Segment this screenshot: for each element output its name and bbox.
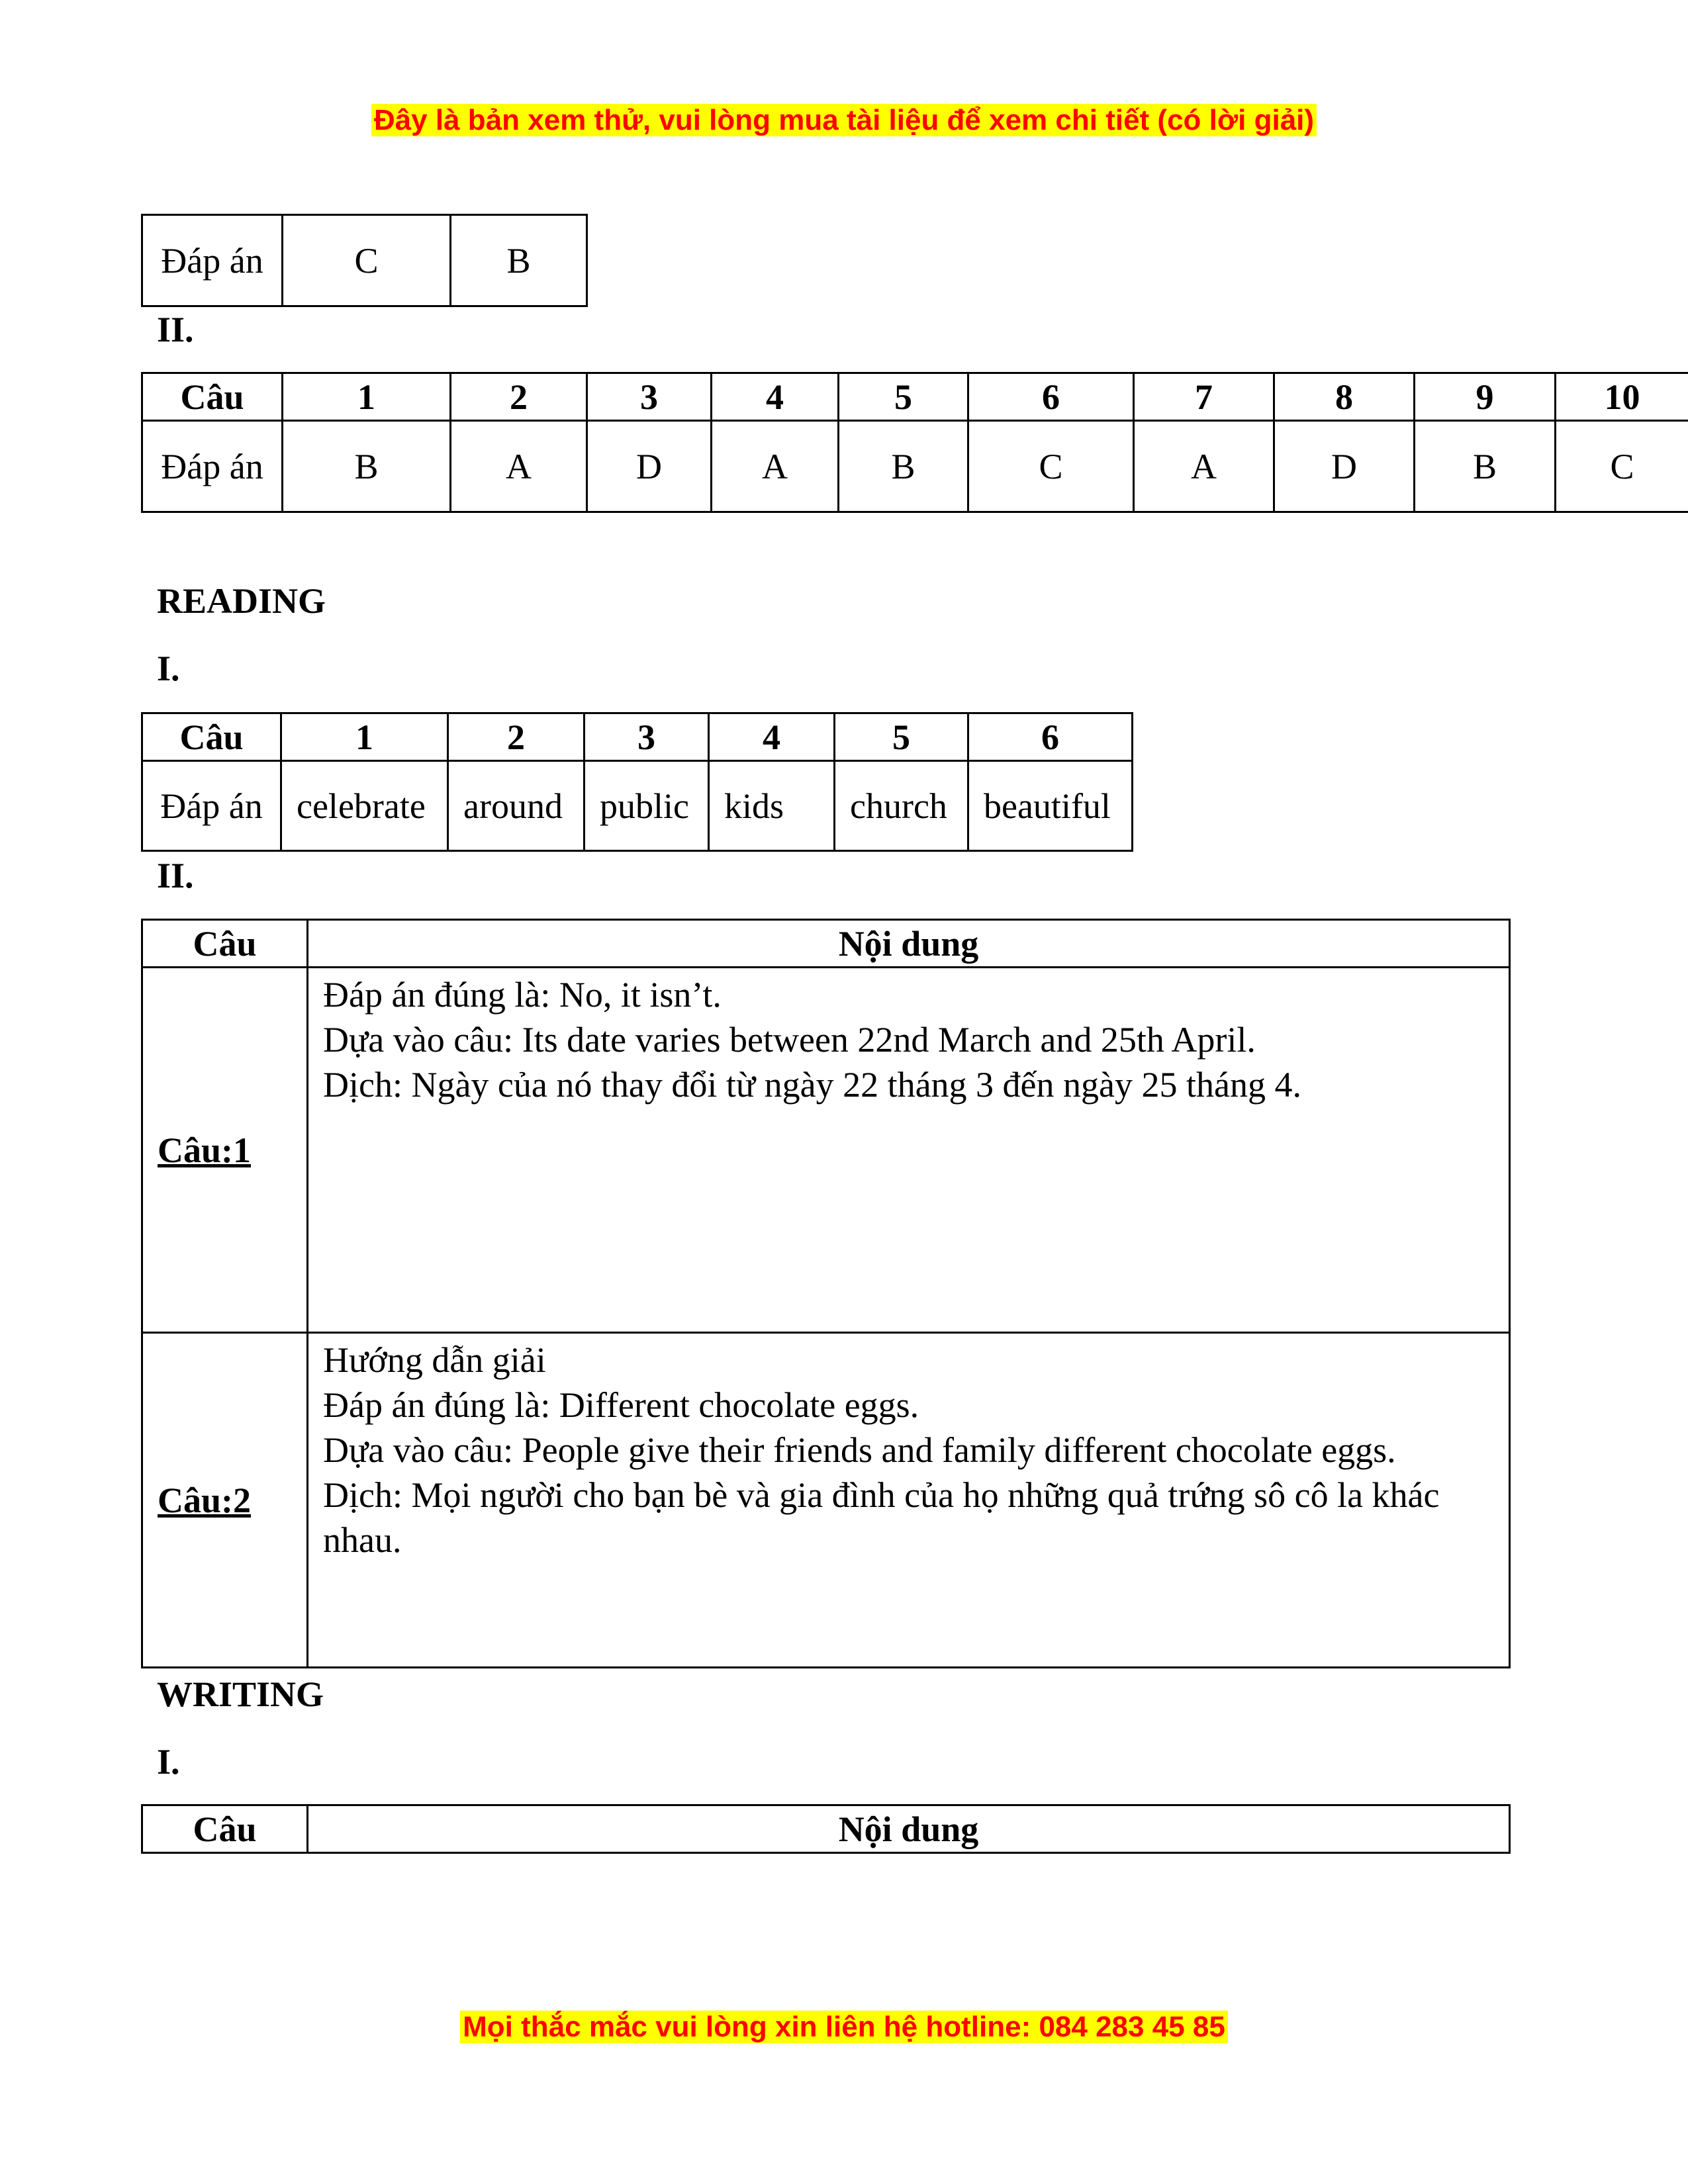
section-heading-reading-i: I.: [157, 649, 180, 688]
reading-ii-explanation-table: [141, 919, 1511, 1668]
answer-row-label: Đáp án: [142, 761, 281, 851]
question-number: 7: [1134, 373, 1274, 421]
answer-cell: church: [835, 761, 968, 851]
header-question-label: Câu: [142, 713, 281, 761]
section-heading-reading-ii: II.: [157, 856, 194, 895]
hotline-banner: [0, 2010, 1688, 2044]
header-content-label: Nội dung: [308, 920, 1510, 968]
answer-table-continued: [141, 214, 588, 307]
answer-cell: C: [1556, 421, 1688, 512]
question-number: 9: [1415, 373, 1556, 421]
answer-row-label: Đáp án: [142, 215, 283, 306]
answer-cell: C: [968, 421, 1134, 512]
section-heading-writing-i: I.: [157, 1742, 180, 1782]
question-number: 2: [448, 713, 585, 761]
explanation-line: Dịch: Mọi người cho bạn bè và gia đình của họ những quả trứng sô cô la khác nhau.: [323, 1475, 1440, 1560]
header-question-label: Câu: [142, 373, 283, 421]
question-number: 6: [968, 373, 1134, 421]
question-number: 1: [281, 713, 448, 761]
question-number: 5: [839, 373, 968, 421]
answer-cell: beautiful: [968, 761, 1133, 851]
answer-cell: around: [448, 761, 585, 851]
answer-cell: D: [1274, 421, 1415, 512]
question-number: 4: [709, 713, 835, 761]
explanation-line: Dựa vào câu: Its date varies between 22nd March and 25th April.: [323, 1020, 1256, 1060]
answer-cell: A: [712, 421, 839, 512]
answer-cell: B: [1415, 421, 1556, 512]
explanation-line: Dựa vào câu: People give their friends and family different chocolate eggs.: [323, 1430, 1396, 1470]
section-heading-writing: WRITING: [157, 1674, 324, 1714]
answer-cell: B: [283, 421, 451, 512]
answer-cell: A: [1134, 421, 1274, 512]
section-heading-reading: READING: [157, 581, 326, 621]
question-number: 8: [1274, 373, 1415, 421]
answer-cell: D: [587, 421, 712, 512]
preview-notice-text: Đây là bản xem thử, vui lòng mua tài liệu để xem chi tiết (có lời giải): [371, 104, 1317, 136]
explanation-cell: [308, 968, 1510, 1333]
question-number: 1: [283, 373, 451, 421]
answer-cell: B: [839, 421, 968, 512]
section-heading-listening-ii: II.: [157, 310, 194, 349]
hotline-text: Mọi thắc mắc vui lòng xin liên hệ hotline: 084 283 45 85: [460, 2011, 1228, 2043]
question-label: Câu:2: [142, 1333, 308, 1668]
question-number: 2: [451, 373, 587, 421]
question-number: 4: [712, 373, 839, 421]
header-content-label: Nội dung: [308, 1805, 1510, 1853]
question-label: Câu:1: [142, 968, 308, 1333]
answer-cell: kids: [709, 761, 835, 851]
question-number: 3: [587, 373, 712, 421]
listening-ii-answer-table: [141, 372, 1688, 513]
writing-i-table: [141, 1804, 1511, 1854]
answer-cell: celebrate: [281, 761, 448, 851]
answer-cell: A: [451, 421, 587, 512]
explanation-line: Đáp án đúng là: No, it isn’t.: [323, 975, 722, 1015]
header-question-label: Câu: [142, 920, 308, 968]
explanation-line: Dịch: Ngày của nó thay đổi từ ngày 22 tháng 3 đến ngày 25 tháng 4.: [323, 1065, 1301, 1105]
answer-row-label: Đáp án: [142, 421, 283, 512]
answer-cell: public: [585, 761, 709, 851]
explanation-line: Đáp án đúng là: Different chocolate eggs.: [323, 1385, 919, 1425]
header-question-label: Câu: [142, 1805, 308, 1853]
question-number: 10: [1556, 373, 1688, 421]
preview-notice-banner: [0, 103, 1688, 138]
answer-cell: C: [283, 215, 451, 306]
question-number: 3: [585, 713, 709, 761]
explanation-cell: [308, 1333, 1510, 1668]
question-number: 6: [968, 713, 1133, 761]
answer-cell: B: [451, 215, 587, 306]
reading-i-answer-table: [141, 712, 1133, 852]
question-number: 5: [835, 713, 968, 761]
explanation-line: Hướng dẫn giải: [323, 1340, 546, 1380]
